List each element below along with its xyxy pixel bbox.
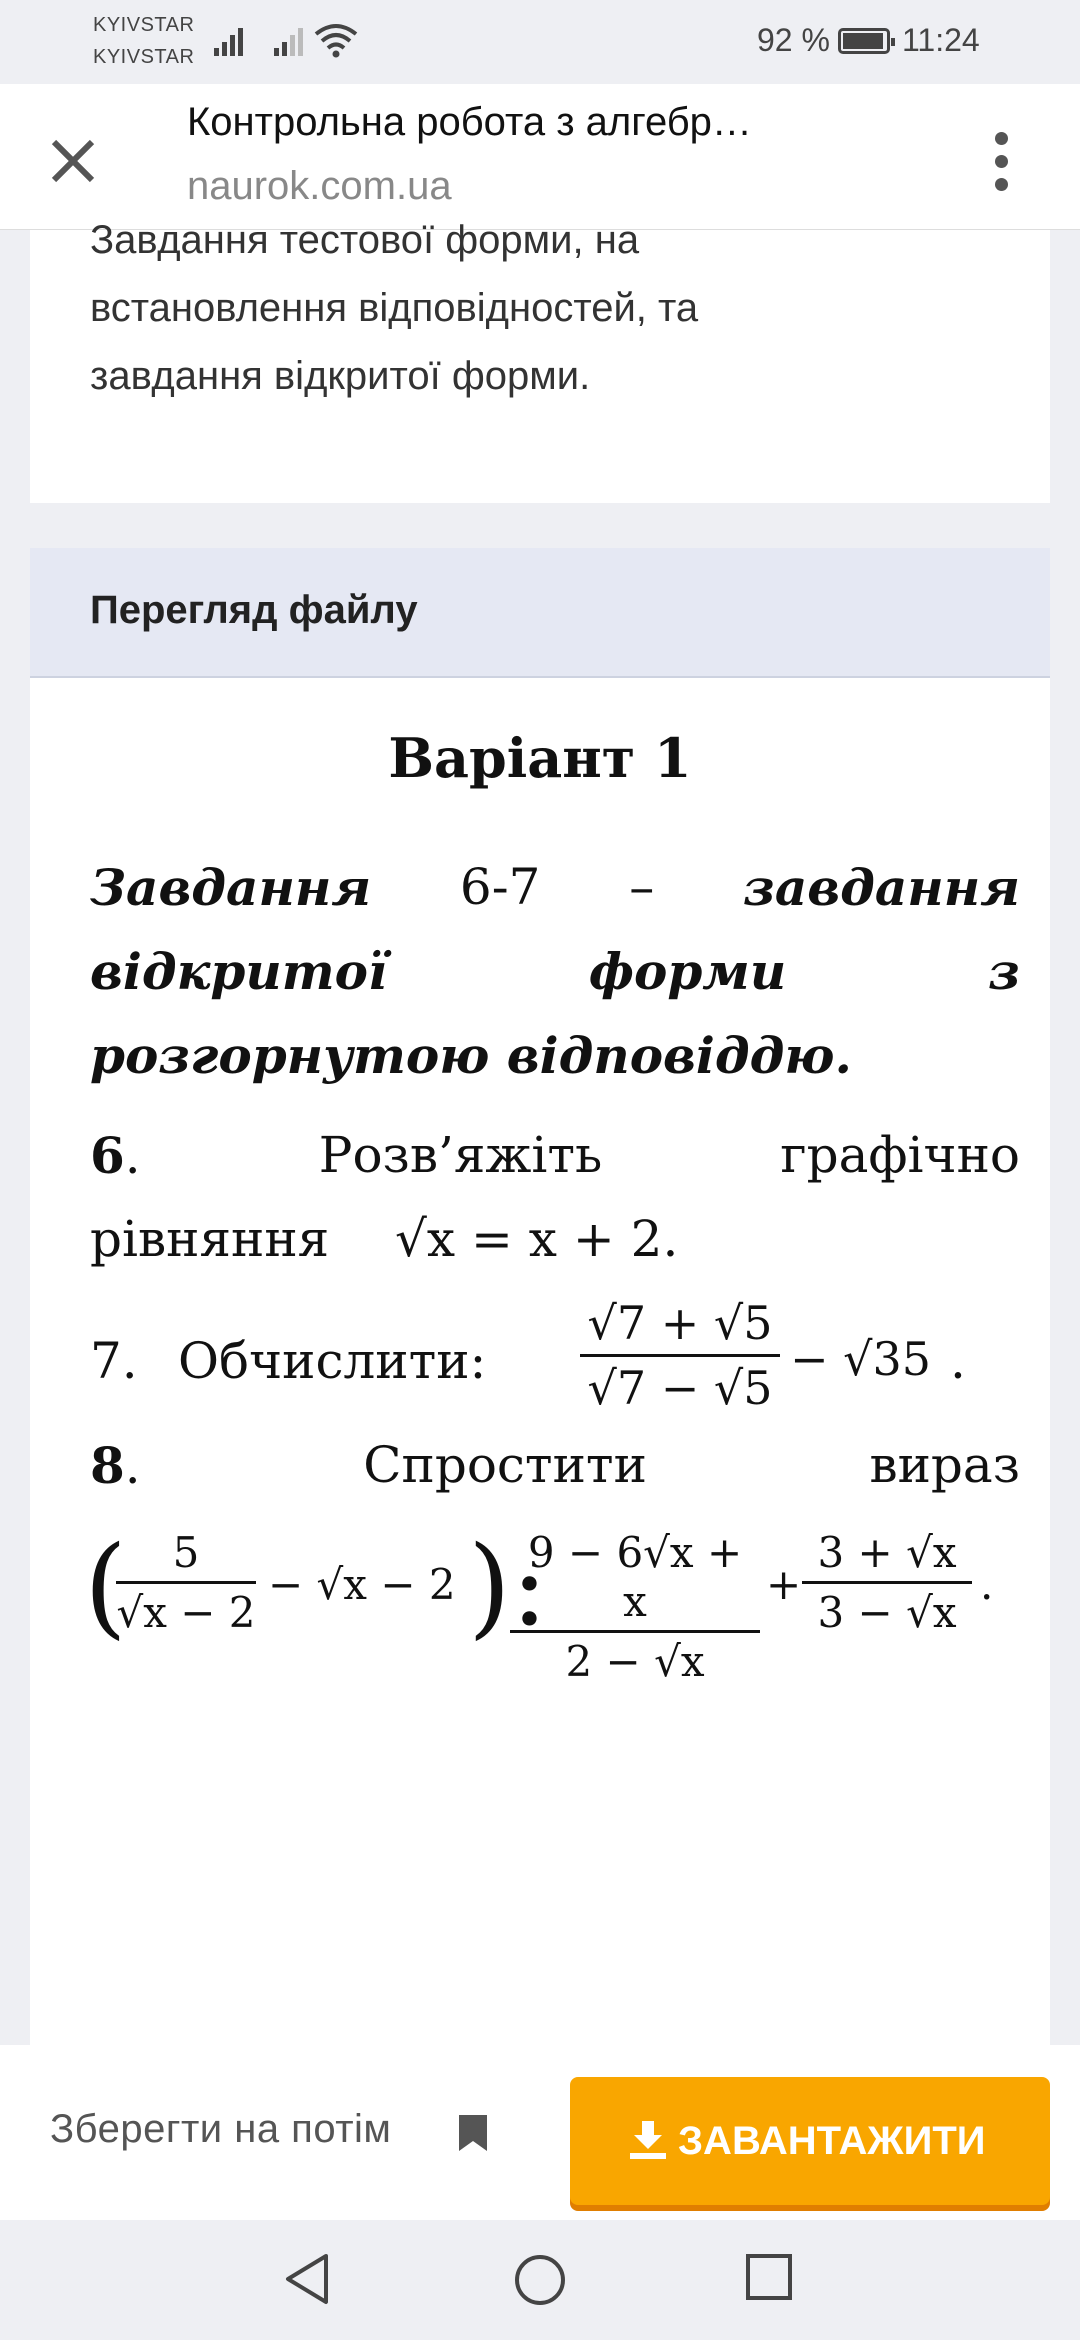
file-preview-header: [30, 548, 1050, 678]
heading-word: форми: [588, 942, 787, 1001]
task-number: 6: [90, 1126, 125, 1185]
page-domain: naurok.com.ua: [187, 164, 452, 208]
task-text: рівняння: [90, 1210, 330, 1268]
heading-word: –: [629, 858, 655, 916]
home-icon[interactable]: [512, 2252, 568, 2308]
page-title: Контрольна робота з алгебр…: [187, 100, 752, 144]
task-number: 8: [90, 1436, 125, 1495]
fraction-numerator: √7 + √5: [580, 1296, 780, 1357]
fraction-denominator: 2 − √x: [565, 1637, 705, 1686]
save-later-button[interactable]: Зберегти на потім: [50, 2107, 392, 2151]
download-icon: [628, 2119, 668, 2163]
task-text: Розв’яжіть: [318, 1126, 603, 1184]
section-heading: [90, 858, 1020, 1110]
task-text: графічно: [780, 1126, 1020, 1184]
carrier-1: KYIVSTAR: [93, 14, 195, 36]
close-button[interactable]: [40, 128, 106, 194]
file-preview-card: [30, 548, 1050, 2048]
battery-percent: 92 %: [757, 22, 830, 58]
task-7: 7. Обчислити: $\frac{√7 + √5}{√7 - √5}$ − √35 .: [90, 1296, 966, 1415]
variant-title: Варіант 1: [388, 726, 692, 790]
heading-word: розгорнутою відповіддю.: [90, 1026, 852, 1085]
fraction-numerator: 9 − 6√x + x: [510, 1528, 760, 1633]
more-vert-icon[interactable]: [980, 128, 1024, 194]
task-text: Спростити: [363, 1436, 647, 1494]
system-navbar: [0, 2220, 1080, 2340]
task-text: вираз: [869, 1436, 1020, 1494]
carrier-2: KYIVSTAR: [93, 46, 195, 68]
close-icon: [40, 128, 106, 194]
download-button[interactable]: [570, 2077, 1050, 2205]
heading-word: 6-7: [459, 858, 541, 916]
fraction-numerator: 5: [116, 1528, 256, 1584]
fraction-denominator: 3 − √x: [817, 1588, 957, 1637]
back-icon[interactable]: [282, 2252, 332, 2306]
task-8: 8. Спростити вираз: [90, 1436, 1020, 1520]
description-card: [30, 218, 1050, 503]
expression-tail: − √35: [790, 1332, 932, 1386]
description-text: [90, 206, 1020, 410]
signal-icon: [274, 26, 308, 56]
wifi-icon: [314, 22, 358, 58]
fraction-numerator: 3 + √x: [802, 1528, 972, 1584]
task-8-expression: ( $\frac{5}{√x - 2}$ − √x − 2 ): $\frac{9 - 6√x + x}{2 - √x}$ + $\frac{3 + √x}{3 - √x}$ .: [84, 1522, 994, 1686]
signal-icon: [214, 26, 248, 56]
action-bar: [0, 2045, 1080, 2220]
file-preview-title: Перегляд файлу: [90, 588, 418, 632]
heading-word: з: [988, 942, 1020, 1001]
task-number: 7.: [90, 1332, 138, 1390]
heading-word: відкритої: [90, 942, 387, 1001]
fraction-denominator: √x − 2: [116, 1588, 256, 1637]
download-label: ЗАВАНТАЖИТИ: [678, 2119, 986, 2163]
expression-middle: − √x − 2: [268, 1560, 456, 1609]
description-line: завдання відкритої форми.: [90, 354, 591, 398]
task-text: Обчислити:: [178, 1332, 487, 1390]
fraction-denominator: √7 − √5: [587, 1361, 773, 1415]
description-line: встановлення відповідностей, та: [90, 286, 699, 330]
recents-icon[interactable]: [744, 2252, 796, 2304]
bookmark-icon[interactable]: [457, 2113, 489, 2153]
equation: √x = x + 2: [395, 1210, 663, 1268]
description-line: Завдання тестової форми, на: [90, 218, 640, 262]
task-6: 6. Розв’яжіть графічно рівняння √x = x + 2.: [90, 1126, 1020, 1268]
clock: 11:24: [902, 22, 980, 58]
status-bar: [0, 0, 1080, 84]
heading-word: завдання: [742, 858, 1020, 917]
battery-icon: [838, 28, 890, 54]
heading-word: Завдання: [90, 858, 372, 917]
